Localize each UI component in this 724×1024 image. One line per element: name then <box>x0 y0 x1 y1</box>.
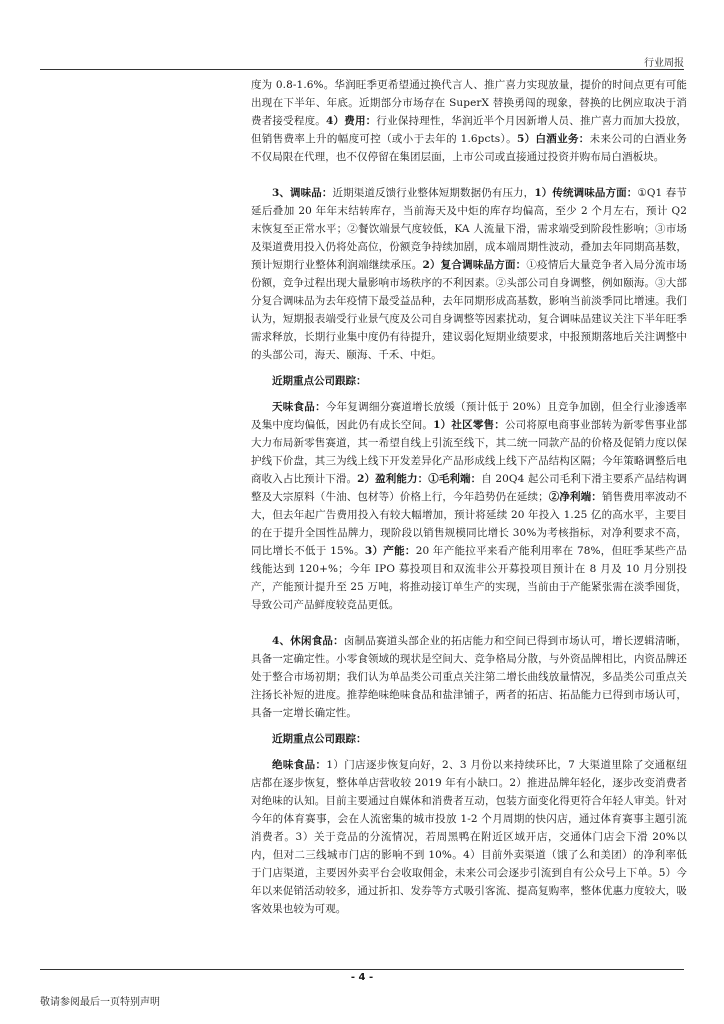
section-heading-condiments: 3、调味品： <box>272 187 333 199</box>
section-heading-snacks: 4、休闲食品： <box>272 635 344 647</box>
text-run: 公司将原电商事业部转为新零售事业部大力布局新零售赛道，其一希望自线上引流至线下，其二统一同款产品的价格及促销力度以保护线下价盘，其三为线上线下开发差异化产品形成线上线下产品结构区隔；今年策略调整后电商收入占比预计下滑。 <box>251 419 687 485</box>
spacer <box>251 364 687 372</box>
text-run: 销售费用率波动不大，但去年起广告费用投入有较大幅增加，预计将延续 20 年投入 1.25 亿的高水平，主要目的在于提升全国性品牌力，现阶段以销售规模同比增长 30%为考核指标，对净利要求不高，同比增长不低于 15%。 <box>251 491 687 557</box>
text-run: ①Q1 春节延后叠加 20 年年末结转库存，当前海天及中炬的库存均偏高，至少 2 个月左右，预计 Q2 末恢复至正常水平；②餐饮端景气度较低，KA 人流量下滑，需求端受到阶段性影响；③市场及渠道费用投入仍将处高位，份额竞争持续加剧，成本端周期性波动，叠加去年同期高基数，预计短期行业整体利润端继续承压。 <box>251 187 688 271</box>
company-name-tianwei: 天味食品： <box>272 401 326 413</box>
subheading-company-tracking-2: 近期重点公司跟踪： <box>272 733 367 745</box>
paragraph-snack-food <box>251 632 687 722</box>
text-run: 未来公司的白酒业务不仅局限在代理，也不仅停留在集团层面，上市公司或直接通过投资并购布局白酒板块。 <box>251 133 687 163</box>
text-run: 近期渠道反馈行业整体短期数据仍有压力， <box>332 187 535 199</box>
subheading-company-tracking-1: 近期重点公司跟踪： <box>272 375 367 387</box>
spacer <box>251 390 687 398</box>
paragraph-beer-tail <box>251 76 687 166</box>
bold-run: 3）产能： <box>364 545 416 557</box>
spacer <box>251 614 687 632</box>
header-report-type: 行业周报 <box>644 58 684 69</box>
header-divider <box>40 69 684 70</box>
page-number: - 4 - <box>350 972 374 983</box>
paragraph-tianwei <box>251 398 687 614</box>
text-run: 度为 0.8-1.6%。华润旺季更希望通过换代言人、推广喜力实现放量，提价的时间点更有可能出现在下半年、年底。近期部分市场存在 SuperX 替换勇闯的现象，替换的比例应取决于消费者接受程度。 <box>251 79 687 127</box>
disclaimer-note: 敬请参阅最后一页特别声明 <box>40 997 160 1008</box>
company-name-juewei: 绝味食品： <box>272 759 327 771</box>
bold-run: 4）费用： <box>326 115 377 127</box>
spacer <box>251 748 687 756</box>
footer-divider <box>40 969 684 970</box>
paragraph-condiments <box>251 184 687 364</box>
bold-run: 2）复合调味品方面： <box>422 259 527 271</box>
text-run: ①疫情后大量竞争者入局分流市场份额，竞争过程出现大量影响市场秩序的不利因素。②头部公司自身调整，例如颐海。③大部分复合调味品为去年疫情下最受益品种，去年同期形成高基数，影响当前淡季同比增速。我们认为，短期报表端受行业景气度及公司自身调整等因素扰动，复合调味品建议关注下半年旺季需求释放，长期行业集中度仍有待提升，建议弱化短期业绩要求，中报预期落地后关注调整中的头部公司，海天、颐海、千禾、中炬。 <box>251 259 687 361</box>
spacer <box>251 722 687 730</box>
text-run: 20 年产能拉平来看产能利用率在 78%，但旺季某些产品线能达到 120+%；今年 IPO 募投项目和双流非公开募投项目预计在 8 月及 10 月分别投产，产能预计提升至 25 万吨，将推动接订单生产的实现，当前由于产能紧张需在淡季囤货，导致公司产品鲜度较竞品更低。 <box>251 545 687 611</box>
bold-run: 2）盈利能力：①毛利端： <box>357 473 482 485</box>
text-run: 卤制品赛道头部企业的拓店能力和空间已得到市场认可，增长逻辑清晰，具备一定确定性。小零食领域的现状是空间大、竞争格局分散，与外资品牌相比，内资品牌还处于整合市场初期；我们认为单品类公司重点关注第二增长曲线放量情况，多品类公司重点关注扬长补短的进度。推荐绝味绝味食品和盐津铺子，两者的拓店、拓品能力已得到市场认可，具备一定增长确定性。 <box>251 635 687 719</box>
text-run: 1）门店逐步恢复向好，2、3 月份以来持续环比，7 大渠道里除了交通枢纽店都在逐步恢复，整体单店营收较 2019 年有小缺口。2）推进品牌年轻化，逐步改变消费者对绝味的认知。目前主要通过自媒体和消费者互动，包装方面变化得更符合年轻人审美。针对今年的体育赛事，会在人流密集的城市投放 1-2 个月周期的快闪店，通过体育赛事主题引流消费者。3）关于竞品的分流情况，若周黑鸭在附近区域开店，交通体门店会下滑 20%以内，但对二三线城市门店的影响不到 10%。4）目前外卖渠道（饿了么和美团）的净利率低于门店渠道，主要因外卖平台会收取佣金，未来公司会逐步引流到自有公众号上下单。5）今年以来促销活动较多，通过折扣、发券等方式吸引客流、提高复购率，整体优惠力度较大，吸客效果也较为可观。 <box>251 759 688 915</box>
bold-run: 5）白酒业务： <box>516 133 590 145</box>
text-run: 自 20Q4 起公司毛利下滑主要系产品结构调整及大宗原料（牛油、包材等）价格上行，今年趋势仍在延续； <box>251 473 688 503</box>
bold-run: 1）传统调味品方面： <box>534 187 638 199</box>
bold-run: ②净利端： <box>548 491 602 503</box>
spacer <box>251 166 687 184</box>
text-run: 今年复调细分赛道增长放缓（预计低于 20%）且竞争加剧，但全行业渗透率及集中度均偏低，因此仍有成长空间。 <box>251 401 687 431</box>
page-body <box>251 76 687 918</box>
bold-run: 1）社区零售： <box>433 419 505 431</box>
text-run: 行业保持理性，华润近半个月因新增人员、推广喜力而加大投放，但销售费率上升的幅度可控（或小于去年的 1.6pcts）。 <box>251 115 688 145</box>
paragraph-juewei <box>251 756 687 918</box>
